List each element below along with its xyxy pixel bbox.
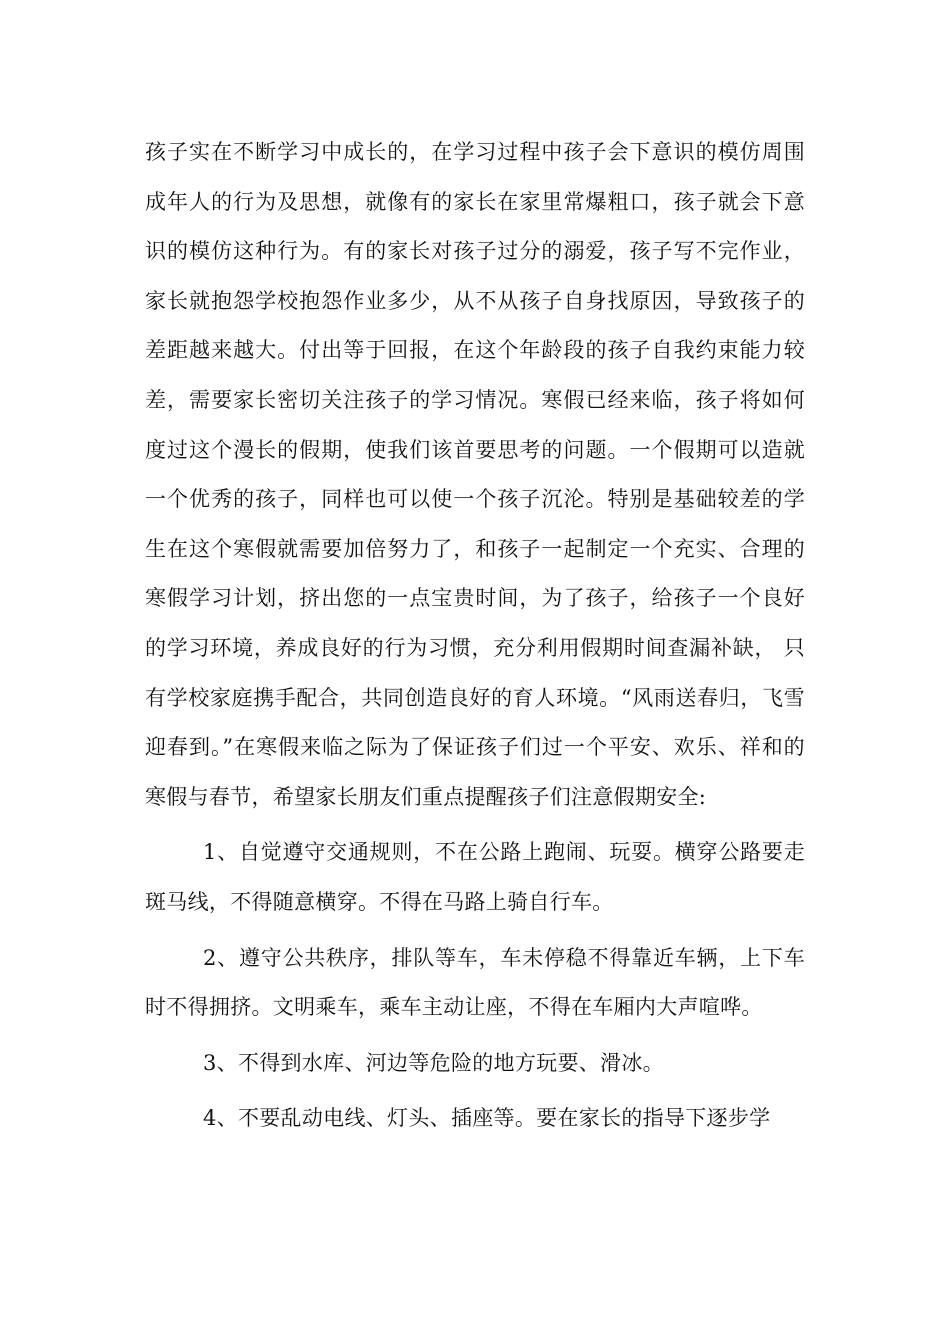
safety-item-traffic: 1、自觉遵守交通规则，不在公路上跑闹、玩耍。横穿公路要走斑马线，不得随意横穿。不得在马路上骑自行车。 <box>145 840 805 914</box>
safety-item-electricity: 4、不要乱动电线、灯头、插座等。要在家长的指导下逐步学 <box>203 1106 771 1131</box>
intro-paragraph: 孩子实在不断学习中成长的，在学习过程中孩子会下意识的模仿周围成年人的行为及思想，就像有的家长在家里常爆粗口，孩子就会下意识的模仿这种行为。有的家长对孩子过分的溺爱，孩子写不完作业，家长就抱怨学校抱怨作业多少，从不从孩子自身找原因，导致孩子的差距越来越大。付出等于回报，在这个年龄段的孩子自我约束能力较差，需要家长密切关注孩子的学习情况。寒假已经来临，孩子将如何度过这个漫长的假期，使我们该首要思考的问题。一个假期可以造就一个优秀的孩子，同样也可以使一个孩子沉沦。特别是基础较差的学生在这个寒假就需要加倍努力了，和孩子一起制定一个充实、合理的寒假学习计划，挤出您的一点宝贵时间，为了孩子，给孩子一个良好的学习环境，养成良好的行为习惯，充分利用假期时间查漏补缺， 只有学校家庭携手配合，共同创造良好的育人环境。“风雨送春归，飞雪迎春到。”在寒假来临之际为了保证孩子们过一个平安、欢乐、祥和的寒假与春节，希望家长朋友们重点提醒孩子们注意假期安全: <box>145 140 805 809</box>
safety-item-public-order: 2、遵守公共秩序，排队等车，车未停稳不得靠近车辆，上下车时不得拥挤。文明乘车，乘车主动让座，不得在车厢内大声喧哗。 <box>145 945 805 1020</box>
safety-item-water: 3、不得到水库、河边等危险的地方玩要、滑冰。 <box>203 1050 664 1075</box>
document-body <box>145 128 805 1144</box>
